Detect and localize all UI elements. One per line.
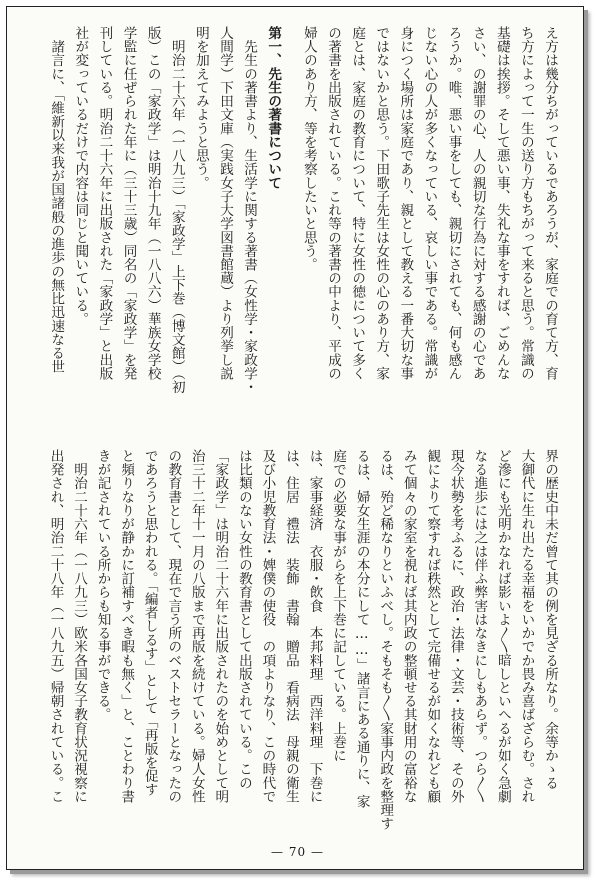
text-column: は、家事経済 衣服・飲食 本邦料理 西洋料理 下巻に xyxy=(306,449,323,804)
text-column: 及び小児教育法・婢僕の使役 の項よりなり、この時代で xyxy=(259,449,276,804)
text-column: 界の歴史中未だ曾て其の例を見ざる所なり。余等かゝる xyxy=(542,449,558,790)
text-column: の教育書として、現在で言う所のベストセラーとなったの xyxy=(165,449,182,804)
text-column: 人間学）下田文庫（実践女子大学図書館蔵）より列挙し説 xyxy=(217,26,233,381)
text-column: 明治二十六年（一八九三）欧米各国女子教育状況視察に xyxy=(71,449,88,804)
text-column: であろうと思われる。「編者しるす」として「再版を促す xyxy=(141,449,158,797)
text-column: るは、殆ど稀なりといふべし。そもそも〳〵家事内政を整理す xyxy=(377,449,394,831)
text-column: ち方によって一生の送り方もちがって来ると思う。常識の xyxy=(517,26,534,381)
text-column: 基礎は挨拶。そして悪い事、失礼な事をすれば、ごめんな xyxy=(493,26,510,381)
text-column: 庭での必要な事がらを上下巻に記している。上巻に xyxy=(330,449,347,763)
text-column: ではないかと思う。下田歌子先生は女性の心のあり方、家 xyxy=(373,26,390,381)
text-column: さい、の謝罪の心、人の親切な行為に対する感謝の心であ xyxy=(469,26,486,381)
text-column: 諸言に、「維新以来我が国諸般の進歩の無比迅速なる世 xyxy=(48,26,65,374)
text-column: ろうか。唯、悪い事をしても、親切にされても、何も感ん xyxy=(445,26,462,381)
text-column: は、住居 禮法 装飾 書翰 贈品 看病法 母親の衛生 xyxy=(282,449,299,804)
text-column: 庭とは、家庭の教育について、特に女性の徳について多く xyxy=(349,26,366,381)
text-column: みて個々の家室を視れば其内政の整頓せる其財用の富裕な xyxy=(400,449,417,804)
text-column: 身につく場所は家庭であり、親として教える一番大切な事 xyxy=(397,26,414,381)
text-column: るは、婦女生涯の本分にして……」諸言にある通りに、家 xyxy=(353,449,370,808)
text-column: 学監に任ぜられた年に（三十三歳）同名の「家政学」を発 xyxy=(120,26,137,381)
upper-text-block xyxy=(44,26,562,431)
text-column: 刊している。明治二十六年に出版された「家政学」と出版 xyxy=(96,26,113,381)
text-column: 現今状勢を考ふるに、政治・法律・文芸・技術等、その外 xyxy=(447,449,464,804)
text-column: は比類のない女性の教育書として出版されている。この xyxy=(235,449,252,790)
text-column: の著書を出版されている。これ等の著書の中より、平成の xyxy=(325,26,342,381)
text-column: 社が変っているだけで内容は同じと聞いている。 xyxy=(72,26,89,326)
text-column: 出発され、明治二十八年（一八九五）帰朝されている。こ xyxy=(47,449,64,804)
text-column: 大御代に生れ出たる幸福をいかでか畏み喜ばざらむ。され xyxy=(518,449,535,804)
text-column: 治三十二年十一月の八版まで再版を続けている。婦人女性 xyxy=(188,449,205,804)
text-column: 版）この「家政学」は明治十九年（一八八六）華族女学校 xyxy=(144,26,161,381)
text-column: と頻りなりが静かに訂補すべき暇も無く」と、ことわり書 xyxy=(118,449,135,804)
text-column: え方は幾分ちがっているであろうが、家庭での育て方、育 xyxy=(542,26,558,381)
text-column: 観によりて察すれば秩然として完備せるが如くなれども顧 xyxy=(424,449,441,804)
text-column: なる進歩には之は伴ふ弊害はなきにしもあらず。つら〳〵 xyxy=(471,449,488,804)
column-gap xyxy=(285,26,297,431)
text-column: ど滲にも光明かなれば影いよ〳〵暗しといへるが如く急劇 xyxy=(494,449,511,804)
page-number: — 70 — xyxy=(271,845,324,859)
text-column: 明治二十六年（一八九三）「家政学」上下巻（博文館）（初 xyxy=(168,26,185,394)
text-column: きが記されている所からも知る事ができる。 xyxy=(94,449,111,722)
text-column: 「家政学」は明治二十六年に出版されたのを始めとして明 xyxy=(212,449,229,804)
text-column: 明を加えてみようと思う。 xyxy=(192,26,209,190)
section-heading: 第一、先生の著書について xyxy=(265,26,282,190)
text-column: 婦人のあり方、等を考察したいと思う。 xyxy=(300,26,317,272)
lower-text-block xyxy=(44,449,562,839)
text-column: 先生の著書より、生活学に関する著書（女性学・家政学・ xyxy=(241,26,258,394)
text-column: じない心の人が多くなっている、哀しい事である。常識が xyxy=(421,26,438,381)
